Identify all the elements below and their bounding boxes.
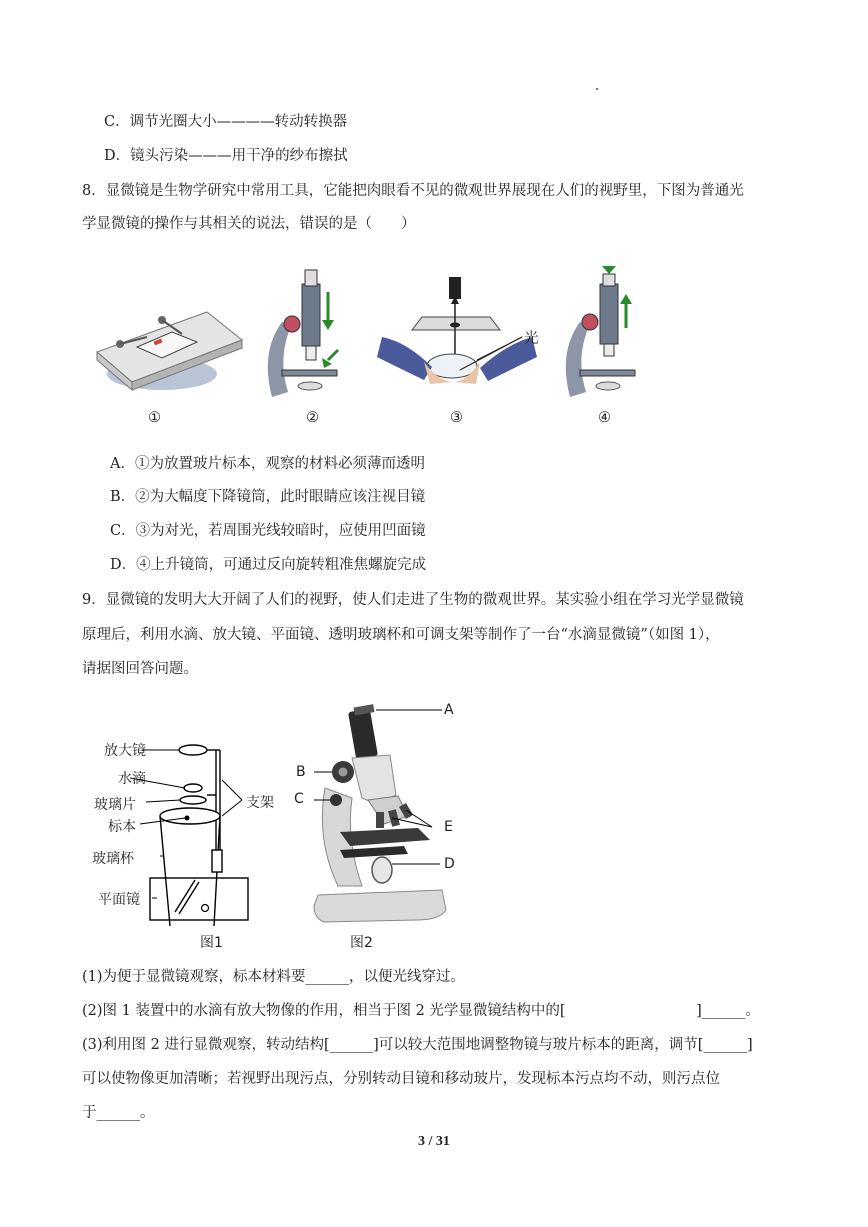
q9-stem-line2: 原理后，利用水滴、放大镜、平面镜、透明玻璃杯和可调支架等制作了一台“水滴显微镜”（如图 1）， [82, 627, 720, 643]
label-water-drop: 水滴 [118, 771, 146, 787]
figure-label-1: ① [148, 410, 161, 426]
q8-stem-line2: 学显微镜的操作与其相关的说法，错误的是（ ） [82, 216, 416, 232]
figure-4-microscope-up [566, 266, 635, 397]
figure-3-light-adjust [377, 277, 537, 384]
q8-stem-line1: 8．显微镜是生物学研究中常用工具，它能把肉眼看不见的微观世界展现在人们的视野里，下图为普通光 [82, 183, 744, 199]
q8-option-a: A．①为放置玻片标本，观察的材料必须薄而透明 [110, 456, 425, 472]
q9-sub3-line2: 可以使物像更加清晰；若视野出现污点，分别转动目镜和移动玻片，发现标本污点均不动，则污点位 [82, 1071, 720, 1087]
scan-dot [596, 88, 598, 90]
q9-sub3-line1: (3)利用图 2 进行显微观察，转动结构[______]可以较大范围地调整物镜与玻片标本的距离，调节[______] [82, 1037, 753, 1053]
label-glass-slide: 玻璃片 [94, 797, 136, 813]
label-magnifier: 放大镜 [104, 743, 146, 759]
figure-2-microscope-down [268, 270, 338, 397]
figure-1-stage [97, 312, 242, 390]
figure-label-3: ③ [450, 410, 463, 426]
label-E: E [444, 819, 453, 835]
label-specimen: 标本 [108, 819, 136, 835]
q7-option-d: D．镜头污染———用干净的纱布擦拭 [104, 148, 348, 164]
q9-sub2: (2)图 1 装置中的水滴有放大物像的作用，相当于图 2 光学显微镜结构中的[ ]______。 [82, 1003, 760, 1019]
label-glass-cup: 玻璃杯 [92, 851, 134, 867]
q7-option-c: C．调节光圈大小————转动转换器 [104, 114, 348, 130]
figure-label-4: ④ [598, 410, 611, 426]
figure-2-caption: 图2 [350, 935, 373, 951]
figure-1-caption: 图1 [200, 935, 223, 951]
label-B: B [296, 764, 306, 780]
label-mirror: 平面镜 [98, 892, 140, 908]
q9-sub1: (1)为便于显微镜观察，标本材料要______，以便光线穿过。 [82, 969, 466, 985]
q9-stem-line3: 请据图回答问题。 [82, 661, 198, 677]
light-label: 光 [524, 331, 539, 347]
q8-option-b: B．②为大幅度下降镜筒，此时眼睛应该注视目镜 [110, 489, 426, 505]
label-C: C [294, 791, 304, 807]
light-microscope-figure [300, 700, 470, 930]
q8-figure [92, 262, 652, 432]
label-D: D [444, 856, 455, 872]
q9-stem-line1: 9．显微镜的发明大大开阔了人们的视野，使人们走进了生物的微观世界。某实验小组在学习光学显微镜 [82, 592, 744, 608]
q8-option-c: C．③为对光，若周围光线较暗时，应使用凹面镜 [110, 523, 426, 539]
q9-sub3-line3: 于______。 [82, 1105, 155, 1121]
label-A: A [444, 702, 454, 718]
page-number: 3 / 31 [418, 1134, 450, 1149]
figure-label-2: ② [306, 410, 319, 426]
q8-option-d: D．④上升镜筒，可通过反向旋转粗准焦螺旋完成 [110, 557, 427, 573]
label-stand: 支架 [246, 795, 274, 811]
